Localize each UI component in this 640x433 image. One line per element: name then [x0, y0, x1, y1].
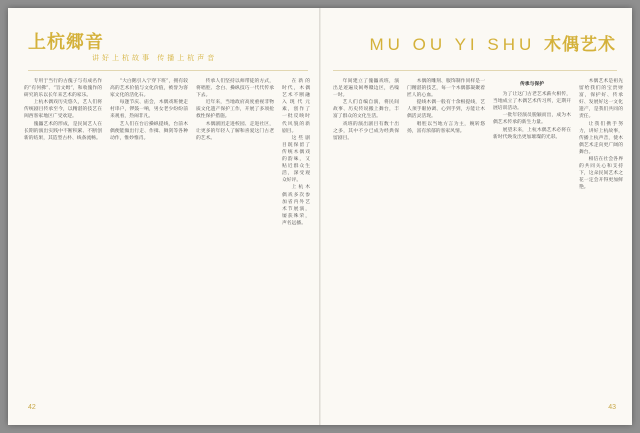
- page-number: 42: [28, 404, 36, 411]
- article-paragraph: 艺人们在台后操纵提线，台前木偶便能做出行走、作揖、舞剑等各种动作，惟妙惟肖。: [110, 121, 188, 141]
- article-paragraph: 展望未来，上杭木偶艺术必将在新时代焕发出更加璀璨的光彩。: [493, 127, 571, 140]
- magazine-slogan: 讲好上杭故事 传播上杭声音: [92, 54, 218, 62]
- article-paragraph: 让我们携手努力，讲好上杭故事，传播上杭声音，使木偶艺术走向更广阔的舞台。: [579, 121, 623, 155]
- article-paragraph: 传承人们坚持以师带徒的方式，将唱腔、念白、操纵技巧一代代传承下去。: [196, 79, 274, 99]
- article-paragraph: 上杭木偶戏多次参加省内外艺术节展演，屡获殊荣，声名远播。: [282, 185, 310, 226]
- article-paragraph: 在新的时代，木偶艺术不断融入现代元素，创作了一批反映时代风貌的新剧目。: [282, 79, 310, 134]
- article-column: [24, 78, 102, 400]
- section-title-cn: 木偶艺术: [544, 35, 616, 54]
- article-paragraph: 为了让这门古老艺术薪火相传，当地成立了木偶艺术传习所，定期开展培训活动。: [493, 92, 571, 112]
- article-paragraph: 傀儡艺术的形成，是民间艺人在长期的演出实践中不断积累、不断创新的结果，其造型古朴、线条流畅。: [24, 121, 102, 141]
- left-page: [8, 8, 319, 425]
- article-paragraph: 相信在社会各界的共同关心和支持下，这朵民间艺术之花一定会开得更加鲜艳。: [579, 157, 623, 191]
- article-paragraph: 艺人们自编自演，将民间故事、历史传说搬上舞台，丰富了群众的文化生活。: [333, 100, 399, 120]
- section-title-latin: MU OU YI SHU: [369, 35, 536, 54]
- page-number: 43: [608, 404, 616, 411]
- article-paragraph: “大白鹅引入宁穿下班”，拥有较高的艺术价值与文化价值，被誉为客家文化的活化石。: [110, 79, 188, 99]
- article-column: [282, 78, 310, 400]
- article-column: [493, 78, 571, 400]
- section-title: [370, 30, 617, 55]
- right-page-header: [321, 28, 632, 68]
- article-paragraph: 每逢节庆、庙会，木偶戏班便走村串户，锣鼓一响，男女老少纷纷前来观看，热闹非凡。: [110, 100, 188, 120]
- header-divider: [28, 70, 308, 71]
- article-paragraph: 这些剧目既保留了传统木偶戏的韵味，又贴近群众生活，深受观众好评。: [282, 135, 310, 184]
- header-divider: [333, 70, 617, 71]
- right-page: [321, 8, 632, 425]
- left-text-area: [24, 78, 310, 400]
- article-column: [110, 78, 188, 400]
- article-column: [333, 78, 399, 400]
- article-paragraph: 提线木偶一般有十余根提线，艺人须手眼协调、心到手到，方能让木偶活灵活现。: [407, 100, 485, 120]
- right-text-area: [333, 78, 623, 400]
- article-paragraph: 戏班的演出剧目有数十出之多，其中不少已成为经典保留剧目。: [333, 121, 399, 141]
- article-paragraph: 木偶剧团走进校园、走进社区，让更多的年轻人了解和喜爱这门古老的艺术。: [196, 121, 274, 141]
- magazine-spread: [8, 8, 632, 425]
- magazine-logo: 上杭郷音: [28, 32, 104, 53]
- article-paragraph: 近年来，当地政府高度重视非物质文化遗产保护工作，开展了多项抢救性保护措施。: [196, 100, 274, 120]
- article-paragraph: 唱腔以当地方言为主，婉转悠扬，富有浓郁的客家风情。: [407, 121, 485, 134]
- article-paragraph: 专用于当行的古傀子与有成名作的“有何佛”、“旨文姆”，和收傀作的研究的乐以长年来艺术的家乐。: [24, 79, 102, 99]
- article-paragraph: 一批年轻演员脱颖而出，成为木偶艺术传承的新生力量。: [493, 113, 571, 126]
- left-page-header: [8, 28, 319, 68]
- article-paragraph: 传承与保护: [520, 81, 544, 87]
- article-column: [579, 78, 623, 400]
- article-paragraph: 木偶艺术是祖先留给我们的宝贵财富，保护好、传承好、发展好这一文化遗产，是我们共同的责任。: [579, 79, 623, 120]
- article-paragraph: 木偶的雕刻、服饰制作同样是一门精湛的技艺，每一个木偶都凝聚着匠人的心血。: [407, 79, 485, 99]
- article-column: [196, 78, 274, 400]
- article-paragraph: 年间建立了傀儡戏班，演出足迹遍及闽粤赣边区，名噪一时。: [333, 79, 399, 99]
- article-paragraph: 上杭木偶戏历史悠久，艺人们将传统剧目传承至今，以精湛的技艺在闽西客家地区广受欢迎。: [24, 100, 102, 120]
- article-column: [407, 78, 485, 400]
